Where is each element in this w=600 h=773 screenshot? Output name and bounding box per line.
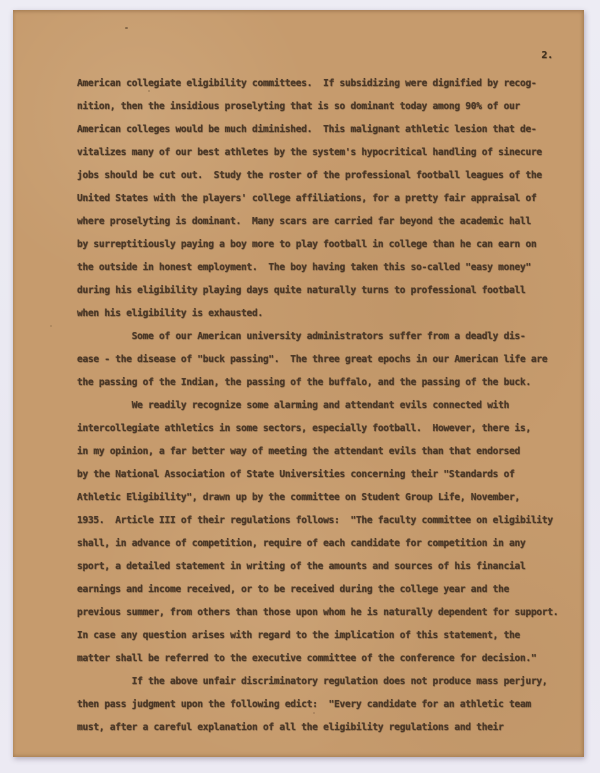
text-line: Some of our American university administrators suffer from a deadly dis- (77, 331, 526, 342)
text-line: intercollegiate athletics in some sectors, especially football. However, there is, (77, 423, 531, 434)
paper-speck (148, 90, 150, 92)
text-line: vitalizes many of our best athletes by the system's hypocritical handling of sinecure (77, 147, 542, 158)
text-line: American colleges would be much diminished. This malignant athletic lesion that de- (77, 124, 537, 135)
text-line: previous summer, from others than those upon whom he is naturally dependent for support. (77, 607, 559, 618)
text-line: must, after a careful explanation of all the eligibility regulations and their (77, 722, 504, 733)
text-line: during his eligibility playing days quite naturally turns to professional football (77, 285, 526, 296)
page-number: 2. (541, 50, 553, 61)
text-line: when his eligibility is exhausted. (77, 308, 263, 319)
text-line: jobs should be cut out. Study the roster of the professional football leagues of the (77, 170, 542, 181)
text-line: If the above unfair discriminatory regulation does not produce mass perjury, (77, 676, 548, 687)
document-lines (77, 72, 577, 739)
paper-speck (313, 712, 315, 714)
paper-speck (125, 27, 128, 29)
text-line: American collegiate eligibility committees. If subsidizing were dignified by recog- (77, 78, 537, 89)
paper-speck (50, 325, 52, 327)
text-line: then pass judgment upon the following edict: "Every candidate for an athletic team (77, 699, 531, 710)
text-line: the outside in honest employment. The boy having taken this so-called "easy money" (77, 262, 531, 273)
text-line: 1935. Article III of their regulations follows: "The faculty committee on eligibility (77, 515, 553, 526)
text-line: by the National Association of State Universities concerning their "Standards of (77, 469, 515, 480)
text-line: Athletic Eligibility", drawn up by the committee on Student Group Life, November, (77, 492, 521, 503)
text-line: In case any question arises with regard to the implication of this statement, the (77, 630, 521, 641)
text-line: ease - the disease of "buck passing". The three great epochs in our American life are (77, 354, 548, 365)
text-line: in my opinion, a far better way of meeting the attendant evils than that endorsed (77, 446, 521, 457)
text-line: matter shall be referred to the executive committee of the conference for decision." (77, 653, 537, 664)
text-line: the passing of the Indian, the passing of the buffalo, and the passing of the buck. (77, 377, 531, 388)
text-line: where proselyting is dominant. Many scars are carried far beyond the academic hall (77, 216, 531, 227)
text-line: shall, in advance of competition, require of each candidate for competition in any (77, 538, 526, 549)
text-line: United States with the players' college affiliations, for a pretty fair appraisal of (77, 193, 537, 204)
text-line: earnings and income received, or to be received during the college year and the (77, 584, 510, 595)
text-line: by surreptitiously paying a boy more to play football in college than he can earn on (77, 239, 537, 250)
text-line: nition, then the insidious proselyting that is so dominant today among 90% of our (77, 101, 521, 112)
text-line: We readily recognize some alarming and attendant evils connected with (77, 400, 510, 411)
text-line: sport, a detailed statement in writing of the amounts and sources of his financial (77, 561, 526, 572)
document-page (13, 10, 584, 757)
